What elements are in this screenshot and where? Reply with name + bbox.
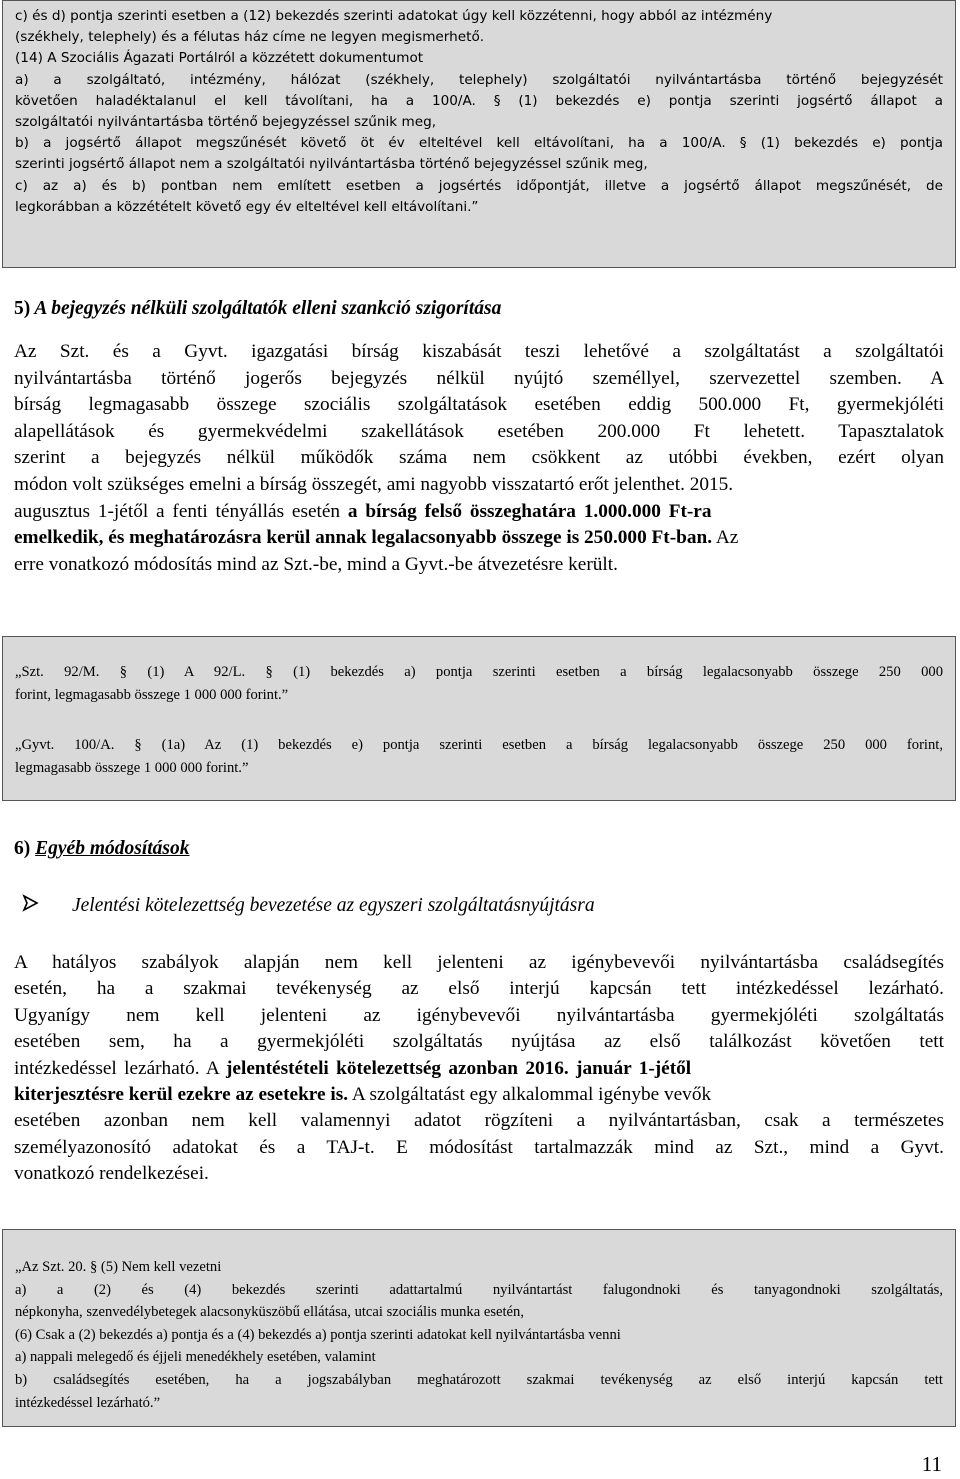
text-line: „Az Szt. 20. § (5) Nem kell vezetni <box>15 1259 222 1275</box>
text-line: b) családsegítés esetében, ha a jogszabályban meghatározott szakmai tevékenység az első interjú kapcsán tett <box>15 1371 943 1388</box>
text-line: Az Szt. és a Gyvt. igazgatási bírság kiszabását teszi lehetővé a szolgáltatást a szolgáltatói <box>14 341 944 362</box>
text-line: szerint a bejegyzés nélkül működők száma nem csökkent az utóbbi években, ezért olyan <box>14 447 944 469</box>
subheading: Jelentési kötelezettség bevezetése az egyszeri szolgáltatásnyújtásra <box>22 894 595 918</box>
text-line: népkonyha, szenvedélybetegek alacsonyküszöbű ellátása, utcai szociális munka esetén, <box>15 1304 524 1321</box>
text-line: esetében sem, ha a gyermekjóléti szolgáltatás nyújtása az első találkozást követően tett <box>14 1031 944 1053</box>
text-line: a) nappali melegedő és éjjeli menedékhely esetében, valamint <box>15 1349 376 1366</box>
text-line: (6) Csak a (2) bekezdés a) pontja és a (4) bekezdés a) pontja szerinti adatokat kell nyilvántartásba venni <box>15 1326 621 1343</box>
quoted-law-box-1 <box>2 0 956 268</box>
section-5-paragraph <box>14 339 944 578</box>
text-line: emelkedik, és meghatározásra kerül annak legalacsonyabb összege is 250.000 Ft-ban. Az <box>14 527 739 549</box>
text-line: alapellátások és gyermekvédelmi szakellátások esetében 200.000 Ft lehetett. Tapasztalatok <box>14 420 944 442</box>
text-line: legkorábban a közzétételt követő egy év elteltével kell eltávolítani.” <box>15 198 479 215</box>
text-line: c) és d) pontja szerinti esetben a (12) bekezdés szerinti adatokat úgy kell közzétenni, hogy abból az intézmény <box>15 8 773 24</box>
text-line: A hatályos szabályok alapján nem kell jelenteni az igénybevevői nyilvántartásba családsegítés <box>14 952 944 973</box>
quoted-law-box-2 <box>2 636 956 801</box>
text-line: a) a (2) és (4) bekezdés szerinti adattartalmú nyilvántartást falugondnoki és tanyagondnoki szolgáltatás, <box>15 1281 943 1298</box>
text-line: augusztus 1-jétől a fenti tényállás esetén a bírság felső összeghatára 1.000.000 Ft-ra <box>14 500 712 522</box>
text-line: szerinti jogsértő állapot nem a szolgáltatói nyilvántartásba történő bejegyzéssel szűnik meg, <box>15 156 648 173</box>
text-line: (14) A Szociális Ágazati Portálról a közzétett dokumentumot <box>15 50 424 67</box>
text-line: bírság legmagasabb összege szociális szolgáltatások esetében eddig 500.000 Ft, gyermekjóléti <box>14 394 944 416</box>
text-line: „Gyvt. 100/A. § (1a) Az (1) bekezdés e) pontja szerinti esetben a bírság legalacsonyabb összege 250 000 forint, <box>15 737 943 754</box>
text-line: „Szt. 92/M. § (1) A 92/L. § (1) bekezdés a) pontja szerinti esetben a bírság legalacsonyabb összege 250 000 <box>15 664 943 680</box>
text-line: b) a jogsértő állapot megszűnését követő öt év elteltével kell eltávolítani, ha a 100/A. § (1) bekezdés e) pontja <box>15 135 943 152</box>
text-line: szolgáltatói nyilvántartásba történő bejegyzéssel szűnik meg, <box>15 114 437 131</box>
text-line: legmagasabb összege 1 000 000 forint.” <box>15 759 249 776</box>
text-line: személyazonosító adatokat és a TAJ-t. E módosítást tartalmazzák mind az Szt., mind a Gyvt. <box>14 1136 944 1158</box>
text-line: vonatkozó rendelkezései. <box>14 1163 209 1185</box>
text-line: követően haladéktalanul el kell távolítani, ha a 100/A. § (1) bekezdés e) pontja szerinti jogsértő állapot a <box>15 92 943 109</box>
quoted-law-box-3 <box>2 1229 956 1427</box>
text-line: módon volt szükséges emelni a bírság összegét, ami nagyobb visszatartó erőt jelenthet. 2015. <box>14 473 734 495</box>
text-line: a) a szolgáltató, intézmény, hálózat (székhely, telephely) szolgáltatói nyilvántartásba történő bejegyzését <box>15 71 943 88</box>
page-number: 11 <box>921 1452 942 1476</box>
section-6-paragraph <box>14 950 944 1188</box>
section-heading-6: 6) Egyéb módosítások <box>14 838 190 859</box>
text-line: intézkedéssel lezárható. A jelentéstételi kötelezettség azonban 2016. január 1-jétől <box>14 1057 692 1079</box>
text-line: c) az a) és b) pontban nem említett esetben a jogsértés időpontját, illetve a jogsértő állapot megszűnését, de <box>15 177 943 194</box>
text-line: (székhely, telephely) és a félutas ház címe ne legyen megismerhető. <box>15 29 485 46</box>
text-line: nyilvántartásba történő jogerős bejegyzés nélkül nyújtó személlyel, szervezettel szemben. A <box>14 367 944 389</box>
text-line: forint, legmagasabb összege 1 000 000 forint.” <box>15 686 289 703</box>
arrow-bullet-icon <box>22 894 72 918</box>
text-line: intézkedéssel lezárható.” <box>15 1394 161 1411</box>
text-line: erre vonatkozó módosítás mind az Szt.-be, mind a Gyvt.-be átvezetésre került. <box>14 553 618 575</box>
text-line: esetében azonban nem kell valamennyi adatot rögzíteni a nyilvántartásban, csak a természetes <box>14 1110 944 1132</box>
text-line: kiterjesztésre kerül ezekre az esetekre is. A szolgáltatást egy alkalommal igénybe vevők <box>14 1084 712 1106</box>
text-line: Ugyanígy nem kell jelenteni az igénybevevői nyilvántartásba gyermekjóléti szolgáltatás <box>14 1004 944 1026</box>
text-line: esetén, ha a szakmai tevékenység az első interjú kapcsán tett intézkedéssel lezárható. <box>14 978 944 1000</box>
section-heading-5: 5) A bejegyzés nélküli szolgáltatók elleni szankció szigorítása <box>14 298 502 319</box>
